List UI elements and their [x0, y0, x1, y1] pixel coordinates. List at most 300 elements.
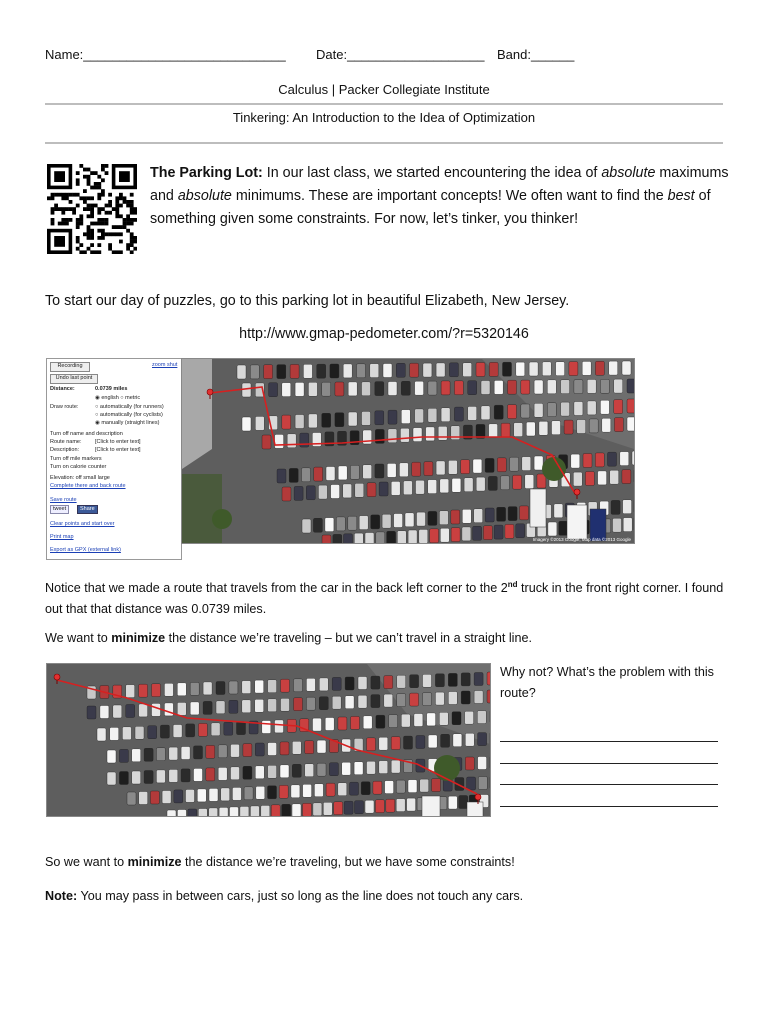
qr-module [90, 211, 94, 215]
export-gpx-link[interactable]: Export as GPX (external link) [50, 547, 121, 553]
parked-car [620, 452, 629, 466]
parked-car [325, 518, 334, 532]
parked-car [463, 363, 472, 377]
qr-module [101, 207, 105, 211]
qr-module [133, 247, 137, 251]
parked-car [396, 780, 405, 793]
qr-module [94, 182, 98, 186]
parked-car [609, 361, 618, 375]
parked-car [313, 718, 322, 731]
qr-module [97, 175, 101, 179]
intro-emphasis: absolute [601, 165, 656, 181]
parked-car [244, 787, 253, 800]
qr-module [90, 204, 94, 208]
route-name-input[interactable]: [Click to enter text] [95, 439, 141, 445]
qr-module [105, 222, 109, 226]
parked-car [441, 734, 450, 747]
parked-car [295, 415, 304, 429]
parked-car [294, 486, 303, 500]
date-blank: ___________________ [347, 47, 485, 62]
parked-car [317, 740, 326, 753]
qr-module [119, 204, 123, 208]
parked-car [611, 500, 620, 514]
parked-car [477, 711, 486, 724]
parked-car [325, 718, 334, 731]
qr-module [87, 175, 91, 179]
satellite-map-1[interactable] [181, 358, 635, 544]
parked-car [481, 381, 490, 395]
parked-car [514, 423, 523, 437]
undo-button[interactable]: Undo last point [50, 374, 98, 384]
draw-option-cyclists[interactable]: ○ automatically (for cyclists) [95, 412, 163, 418]
parked-car [376, 715, 385, 728]
parked-car [110, 727, 119, 740]
parked-car [219, 807, 228, 816]
parked-car [181, 747, 190, 760]
qr-module [112, 250, 116, 254]
parked-car [173, 725, 182, 738]
parked-car [287, 434, 296, 448]
qr-module [126, 204, 130, 208]
qr-module [76, 193, 80, 197]
recording-button[interactable]: Recording [50, 362, 90, 372]
parked-car [383, 364, 392, 378]
qr-module [108, 204, 112, 208]
parked-car [319, 678, 328, 691]
parked-car [144, 771, 153, 784]
parked-car [343, 364, 352, 378]
parked-car [529, 362, 538, 376]
qr-module [130, 232, 134, 236]
qr-module [130, 236, 134, 240]
parked-car [428, 735, 437, 748]
parked-car [408, 530, 417, 543]
answer-line-3[interactable] [500, 784, 718, 785]
parked-car [375, 382, 384, 396]
parked-car [279, 785, 288, 798]
intro-lead: The Parking Lot: [150, 165, 263, 181]
units-radio[interactable]: ◉ english ○ metric [95, 395, 141, 401]
parked-car [474, 673, 483, 686]
parked-car [350, 465, 359, 479]
parked-car [250, 806, 259, 816]
parked-car [317, 364, 326, 378]
qr-module [123, 218, 127, 222]
parked-car [100, 706, 109, 719]
parked-car [497, 458, 506, 472]
parked-car [132, 749, 141, 762]
parked-car [453, 734, 462, 747]
parked-car [294, 679, 303, 692]
parked-car [513, 475, 522, 489]
parked-car [548, 522, 557, 536]
parked-car [478, 733, 487, 746]
parked-car [407, 798, 416, 811]
qr-module [112, 232, 116, 236]
parked-car [164, 703, 173, 716]
qr-module [83, 200, 87, 204]
qr-module [115, 207, 119, 211]
qr-module [83, 250, 87, 254]
parked-car [614, 400, 623, 414]
date-label: Date: [316, 47, 348, 62]
parked-car [326, 783, 335, 796]
parked-car [510, 457, 519, 471]
parked-car [329, 763, 338, 776]
parked-car [268, 786, 277, 799]
parked-car [622, 361, 631, 375]
qr-module [133, 240, 137, 244]
truck [467, 802, 483, 816]
calorie-link[interactable]: Turn on calorie counter [50, 464, 107, 470]
parked-car [600, 400, 609, 414]
parked-car [242, 383, 251, 397]
parked-car [452, 712, 461, 725]
draw-option-runners[interactable]: ○ automatically (for runners) [95, 404, 164, 410]
parked-car [230, 807, 239, 816]
mile-markers-link[interactable]: Turn off mile markers [50, 456, 102, 462]
band-blank: ______ [530, 47, 575, 62]
qr-module [130, 218, 134, 222]
answer-line-1[interactable] [500, 741, 718, 742]
parked-car [587, 401, 596, 415]
parked-car [338, 783, 347, 796]
qr-module [79, 196, 83, 200]
parked-car [451, 510, 460, 524]
print-map-link[interactable]: Print map [50, 534, 74, 540]
parked-car [313, 518, 322, 532]
qr-module [119, 225, 123, 229]
parked-car [268, 680, 277, 693]
qr-module [76, 204, 80, 208]
parked-car [614, 418, 623, 432]
qr-module [61, 196, 65, 200]
parked-car [559, 521, 568, 535]
parked-car [526, 422, 535, 436]
truck [530, 489, 546, 527]
parked-car [436, 461, 445, 475]
qr-module [130, 250, 134, 254]
qr-module [130, 200, 134, 204]
parked-car [243, 744, 252, 757]
parked-car [148, 726, 157, 739]
parked-car [268, 765, 277, 778]
parked-car [426, 427, 435, 441]
qr-module [112, 207, 116, 211]
parked-car [627, 399, 634, 413]
qr-module [90, 207, 94, 211]
parked-car [461, 460, 470, 474]
parked-car [627, 379, 634, 393]
parked-car [277, 469, 286, 483]
qr-code-image [47, 164, 137, 254]
parked-car [144, 748, 153, 761]
map-pin-icon [574, 489, 580, 495]
qr-module [105, 218, 109, 222]
header-divider-bottom [45, 142, 723, 144]
distance-value: 0.0739 miles [95, 386, 128, 392]
parked-car [198, 809, 207, 817]
qr-module [54, 193, 58, 197]
parked-car [413, 428, 422, 442]
qr-module [97, 229, 101, 233]
qr-module [76, 225, 80, 229]
keyword-minimize: minimize [111, 631, 166, 645]
parked-car [508, 507, 517, 521]
parked-car [371, 695, 380, 708]
tweet-button[interactable]: tweet [50, 505, 69, 514]
parked-car [331, 485, 340, 499]
parked-car [465, 757, 474, 770]
qr-module [90, 232, 94, 236]
parked-car [132, 771, 141, 784]
parked-car [188, 809, 197, 816]
parked-car [292, 741, 301, 754]
intro-text: minimums. These are important concepts! We often want to find the [231, 188, 668, 204]
parked-car [152, 684, 161, 697]
parked-car [481, 406, 490, 420]
qr-module [115, 196, 119, 200]
parked-car [465, 711, 474, 724]
qr-module [51, 196, 55, 200]
parked-car [396, 363, 405, 377]
parked-car [468, 381, 477, 395]
parked-car [571, 454, 580, 468]
parked-car [302, 519, 311, 533]
route-url[interactable]: http://www.gmap-pedometer.com/?r=5320146 [239, 326, 529, 342]
parked-car [107, 772, 116, 785]
qr-module [108, 211, 112, 215]
parked-car [255, 743, 264, 756]
parked-car [211, 723, 220, 736]
parked-car [419, 529, 428, 543]
parked-car [268, 699, 277, 712]
parked-car [371, 515, 380, 529]
band-label: Band: [497, 47, 531, 62]
qr-module [126, 200, 130, 204]
note-text: You may pass in between cars, just so long as the line does not touch any cars. [77, 889, 524, 903]
parked-car [534, 456, 543, 470]
parked-car [420, 779, 429, 792]
parked-car [454, 407, 463, 421]
qr-module [115, 232, 119, 236]
parked-car [408, 780, 417, 793]
qr-module [54, 207, 58, 211]
description-input[interactable]: [Click to enter text] [95, 447, 141, 453]
parked-car [122, 727, 131, 740]
sentence-text: So we want to [45, 855, 128, 869]
tree [542, 457, 566, 481]
parked-car [280, 742, 289, 755]
parked-car [167, 810, 176, 816]
qr-module [105, 211, 109, 215]
intro-text: maximums and [150, 165, 729, 204]
parked-car [308, 382, 317, 396]
parked-car [243, 766, 252, 779]
parked-car [476, 477, 485, 491]
qr-module [83, 207, 87, 211]
parked-car [459, 796, 468, 809]
parked-car [423, 693, 432, 706]
qr-module [87, 204, 91, 208]
parked-car [582, 361, 591, 375]
parked-car [501, 423, 510, 437]
qr-module [61, 218, 65, 222]
parked-car [375, 429, 384, 443]
qr-module [87, 236, 91, 240]
qr-module [97, 218, 101, 222]
qr-module [112, 225, 116, 229]
qr-module [101, 178, 105, 182]
parked-car [135, 726, 144, 739]
qr-module [101, 189, 105, 193]
parked-car [271, 805, 280, 816]
parked-car [373, 781, 382, 794]
parked-car [342, 762, 351, 775]
parked-car [255, 680, 264, 693]
parked-car [410, 363, 419, 377]
parked-car [197, 789, 206, 802]
parked-car [303, 803, 312, 816]
parked-car [415, 409, 424, 423]
draw-option-manual[interactable]: ◉ manually (straight lines) [95, 420, 160, 426]
qr-module [94, 222, 98, 226]
parked-car [332, 696, 341, 709]
parked-car [521, 380, 530, 394]
parked-car [388, 382, 397, 396]
parked-car [221, 788, 230, 801]
qr-module [47, 196, 51, 200]
qr-module [79, 222, 83, 226]
parked-car [343, 484, 352, 498]
parked-car [237, 722, 246, 735]
parked-car [330, 364, 339, 378]
qr-module [97, 222, 101, 226]
parked-car [139, 792, 148, 805]
complete-route-link[interactable]: Complete there and back route [50, 483, 126, 489]
parked-car [375, 800, 384, 813]
qr-module [76, 171, 80, 175]
parked-car [400, 428, 409, 442]
satellite-map-2[interactable] [46, 663, 491, 817]
qr-module [51, 222, 55, 226]
parked-car [610, 470, 619, 484]
parked-car [255, 766, 264, 779]
intro-paragraph [150, 162, 730, 231]
qr-module [133, 207, 137, 211]
clear-points-link[interactable]: Clear points and start over [50, 521, 115, 527]
toggle-name-link[interactable]: Turn off name and description [50, 431, 123, 437]
parked-car [627, 417, 634, 431]
parked-car [467, 777, 476, 790]
qr-module [101, 168, 105, 172]
parked-car [206, 745, 215, 758]
note-sentence [45, 886, 523, 906]
parked-car [487, 672, 490, 685]
qr-module [76, 247, 80, 251]
qr-module [105, 232, 109, 236]
intro-emphasis: absolute [177, 188, 232, 204]
qr-module [97, 182, 101, 186]
parked-car [326, 467, 335, 481]
parked-car [520, 506, 529, 520]
map-footer: Imagery ©2013 Google, Map data ©2013 Google [532, 537, 631, 542]
qr-module [105, 204, 109, 208]
answer-line-4[interactable] [500, 806, 718, 807]
band-field [497, 47, 574, 62]
qr-module [72, 211, 76, 215]
qr-module [58, 222, 62, 226]
parked-car [344, 801, 353, 814]
parked-car [608, 452, 617, 466]
parked-car [338, 466, 347, 480]
answer-line-2[interactable] [500, 763, 718, 764]
save-route-link[interactable]: Save route [50, 497, 77, 503]
parked-car [574, 380, 583, 394]
parked-car [322, 413, 331, 427]
zoom-link[interactable]: zoom shut [152, 362, 178, 368]
parked-car [350, 782, 359, 795]
parked-car [503, 362, 512, 376]
qr-module [97, 250, 101, 254]
parked-car [126, 705, 135, 718]
parked-car [386, 799, 395, 812]
qr-module [76, 236, 80, 240]
parked-car [107, 750, 116, 763]
qr-module [69, 193, 73, 197]
parked-car [277, 365, 286, 379]
qr-module [97, 236, 101, 240]
parked-car [181, 769, 190, 782]
qr-module [115, 204, 119, 208]
qr-module [101, 193, 105, 197]
qr-module [101, 229, 105, 233]
elevation-link[interactable]: Elevation: off small large [50, 475, 110, 481]
qr-module [94, 204, 98, 208]
parked-car [361, 782, 370, 795]
parked-car [169, 747, 178, 760]
parked-car [388, 410, 397, 424]
parked-car [314, 467, 323, 481]
parked-car [397, 675, 406, 688]
parked-car [464, 478, 473, 492]
parked-car [354, 762, 363, 775]
name-label: Name: [45, 47, 84, 62]
parked-car [295, 382, 304, 396]
parked-car [439, 511, 448, 525]
qr-module [119, 232, 123, 236]
share-button[interactable]: Share [77, 505, 98, 514]
qr-module [94, 250, 98, 254]
parked-car [489, 424, 498, 438]
description-label: Description: [50, 447, 80, 453]
qr-module [79, 164, 83, 168]
parked-car [461, 673, 470, 686]
parked-car [305, 741, 314, 754]
parked-car [203, 682, 212, 695]
parked-car [198, 723, 207, 736]
qr-module [76, 240, 80, 244]
qr-module [58, 207, 62, 211]
qr-module [87, 178, 91, 182]
parked-car [556, 362, 565, 376]
parked-car [539, 421, 548, 435]
map-pin-icon [207, 389, 213, 395]
parked-car [139, 684, 148, 697]
parked-car [600, 379, 609, 393]
qr-module [87, 207, 91, 211]
parked-car [305, 764, 314, 777]
